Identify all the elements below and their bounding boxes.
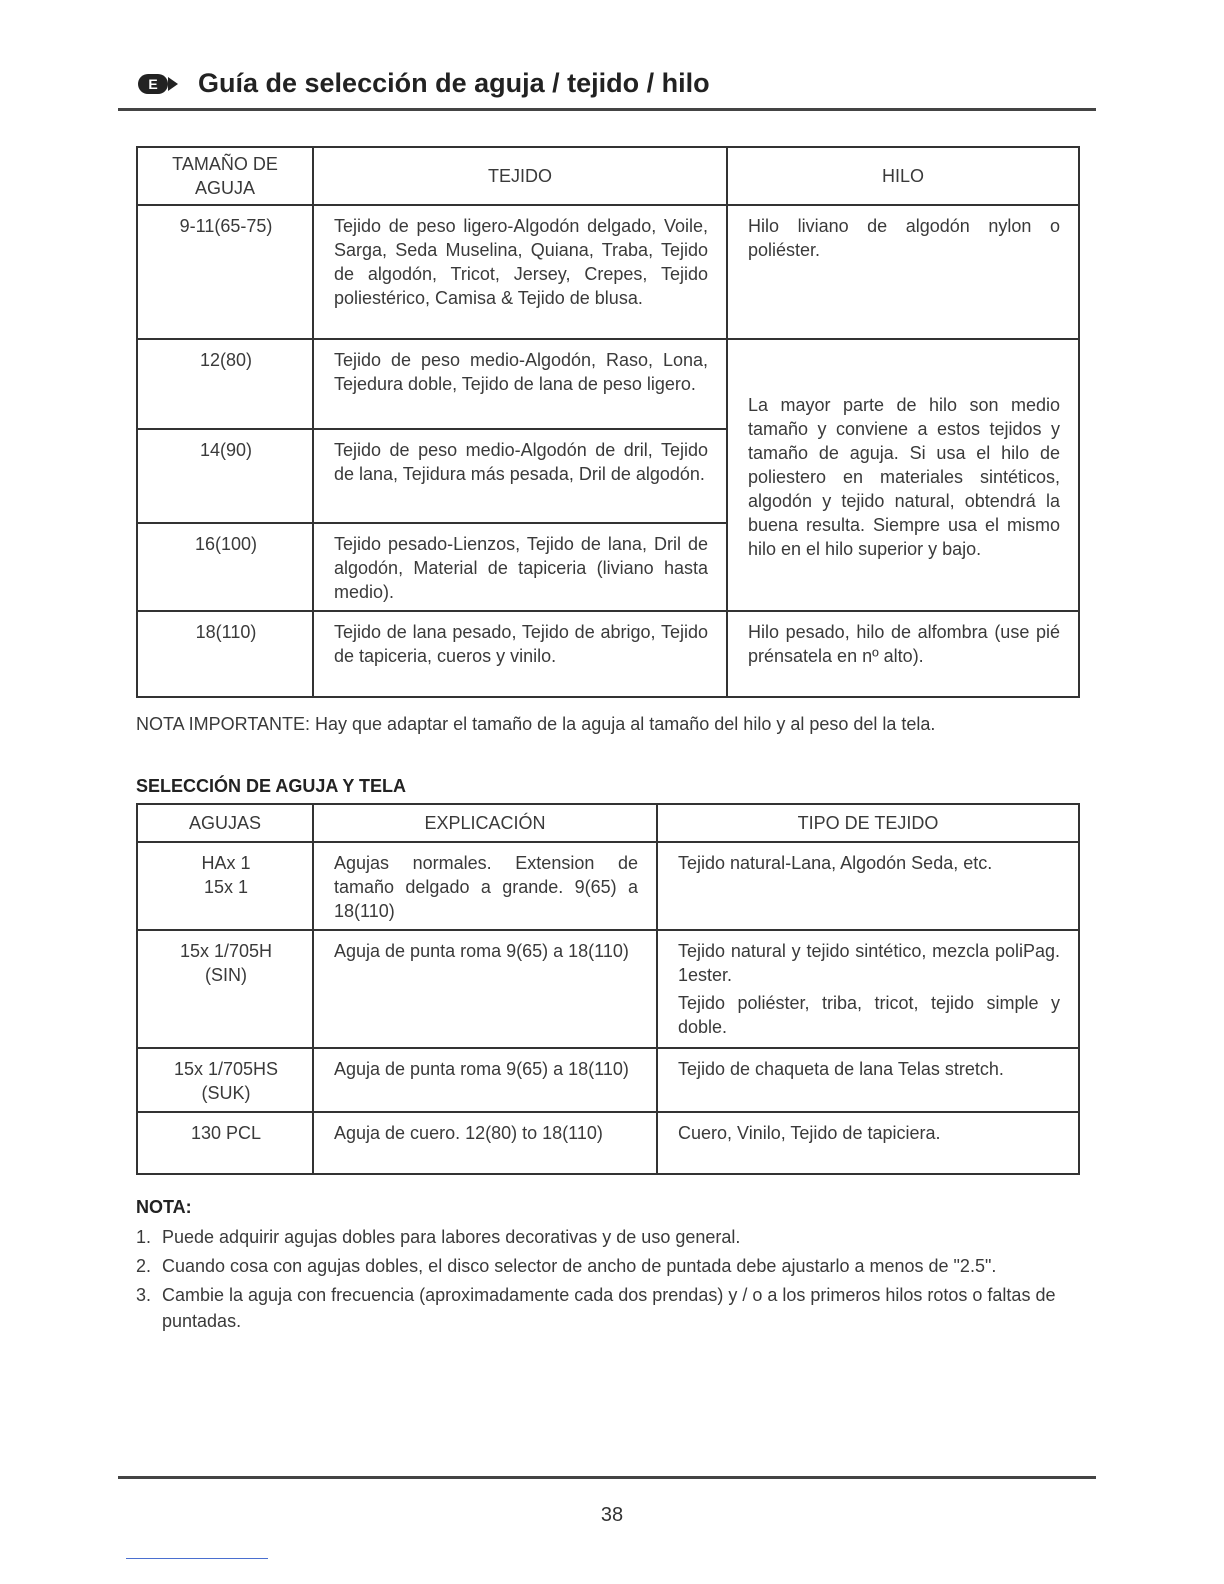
needle-type-line: (SIN) (205, 965, 247, 985)
list-text: Cuando cosa con agujas dobles, el disco selector de ancho de puntada debe ajustarlo a menos de "2.5". (162, 1256, 997, 1276)
badge-arrow-icon (168, 77, 178, 91)
list-number: 3. (136, 1285, 152, 1305)
table-row (137, 611, 1079, 697)
needle-type-line: 130 PCL (190, 1123, 262, 1143)
list-item (136, 1282, 1078, 1334)
fabric-type-text: Tejido natural y tejido sintético, mezcla poliPag. 1ester. (678, 941, 1060, 985)
fabric-type-cell (657, 930, 1079, 1048)
needle-type-line: 15x 1 (203, 877, 249, 897)
nota-title: NOTA: (136, 1197, 192, 1217)
table-row (137, 930, 1079, 1048)
thread-cell: Hilo liviano de algodón nylon o poliéster. (727, 205, 1079, 339)
fabric-type-text: Tejido natural-Lana, Algodón Seda, etc. (678, 853, 993, 873)
fabric-type-cell (657, 1048, 1079, 1112)
table-row (137, 1048, 1079, 1112)
table-row (137, 205, 1079, 339)
needle-type-line: HAx 1 (201, 853, 251, 873)
column-header: EXPLICACIÓN (313, 804, 657, 842)
fabric-cell: Tejido de peso medio-Algodón de dril, Tejido de lana, Tejidura más pesada, Dril de algodón. (313, 429, 727, 523)
list-number: 2. (136, 1256, 152, 1276)
fabric-type-cell (657, 842, 1079, 930)
table-header-row (137, 147, 1079, 205)
needle-type-cell (137, 842, 313, 930)
explanation-cell: Aguja de punta roma 9(65) a 18(110) (313, 930, 657, 1048)
section-title: SELECCIÓN DE AGUJA Y TELA (136, 776, 407, 796)
table-header-row (137, 804, 1079, 842)
fabric-cell: Tejido pesado-Lienzos, Tejido de lana, Dril de algodón, Material de tapiceria (liviano hasta medio). (313, 523, 727, 611)
fabric-type-text: Tejido poliéster, triba, tricot, tejido simple y doble. (678, 993, 1060, 1037)
list-text: Cambie la aguja con frecuencia (aproximadamente cada dos prendas) y / o a los primeros hilos rotos o faltas de puntadas. (162, 1285, 1056, 1331)
fabric-cell: Tejido de peso ligero-Algodón delgado, Voile, Sarga, Seda Muselina, Quiana, Traba, Tejido de algodón, Tricot, Jersey, Crepes, Tejido poliestérico, Camisa & Tejido de blusa. (313, 205, 727, 339)
needle-type-cell (137, 930, 313, 1048)
needle-type-line: 15x 1/705H (179, 941, 273, 961)
table-row (137, 842, 1079, 930)
table-row (137, 1112, 1079, 1174)
column-header: AGUJAS (137, 804, 313, 842)
decorative-line (126, 1558, 268, 1559)
list-number: 1. (136, 1227, 152, 1247)
needle-size-cell: 9-11(65-75) (137, 205, 313, 339)
needle-type-cell (137, 1048, 313, 1112)
thread-cell: Hilo pesado, hilo de alfombra (use pié prénsatela en nº alto). (727, 611, 1079, 697)
page-header (118, 66, 1096, 111)
needle-fabric-thread-table (136, 146, 1080, 698)
explanation-cell: Aguja de punta roma 9(65) a 18(110) (313, 1048, 657, 1112)
important-note: NOTA IMPORTANTE: Hay que adaptar el tamaño de la aguja al tamaño del hilo y al peso del la tela. (136, 714, 936, 734)
needle-selection-table (136, 803, 1080, 1175)
notes-list (136, 1224, 1078, 1337)
needle-type-line: 15x 1/705HS (173, 1059, 279, 1079)
language-badge-icon: E (138, 74, 168, 94)
needle-type-line: (SUK) (201, 1083, 251, 1103)
list-item (136, 1224, 1078, 1250)
column-header: HILO (727, 147, 1079, 205)
fabric-type-cell (657, 1112, 1079, 1174)
explanation-cell: Agujas normales. Extension de tamaño delgado a grande. 9(65) a 18(110) (313, 842, 657, 930)
thread-cell: La mayor parte de hilo son medio tamaño y conviene a estos tejidos y tamaño de aguja. Si usa el hilo de poliestero en materiales sintéticos, algodón y tejido natural, obtendrá la buena resulta. Siempre usa el mismo hilo en el hilo superior y bajo. (727, 339, 1079, 611)
needle-size-cell: 14(90) (137, 429, 313, 523)
fabric-cell: Tejido de peso medio-Algodón, Raso, Lona, Tejedura doble, Tejido de lana de peso ligero. (313, 339, 727, 429)
column-header: TEJIDO (313, 147, 727, 205)
needle-size-cell: 12(80) (137, 339, 313, 429)
table-row (137, 339, 1079, 429)
explanation-cell: Aguja de cuero. 12(80) to 18(110) (313, 1112, 657, 1174)
page-number: 38 (600, 1504, 624, 1526)
needle-type-cell (137, 1112, 313, 1174)
list-text: Puede adquirir agujas dobles para labores decorativas y de uso general. (162, 1227, 741, 1247)
needle-size-cell: 18(110) (137, 611, 313, 697)
column-header: TIPO DE TEJIDO (657, 804, 1079, 842)
footer-divider (118, 1476, 1096, 1479)
fabric-type-text: Cuero, Vinilo, Tejido de tapiciera. (678, 1123, 941, 1143)
fabric-type-text: Tejido de chaqueta de lana Telas stretch. (678, 1059, 1004, 1079)
needle-size-cell: 16(100) (137, 523, 313, 611)
list-item (136, 1253, 1078, 1279)
column-header: TAMAÑO DE AGUJA (137, 147, 313, 205)
page-title: Guía de selección de aguja / tejido / hilo (198, 68, 710, 98)
fabric-cell: Tejido de lana pesado, Tejido de abrigo, Tejido de tapiceria, cueros y vinilo. (313, 611, 727, 697)
